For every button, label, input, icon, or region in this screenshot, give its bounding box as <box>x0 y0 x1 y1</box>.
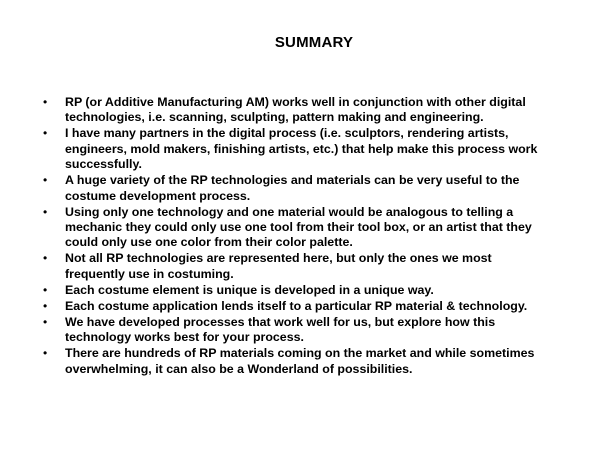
bullet-icon: • <box>43 251 48 266</box>
bullet-icon: • <box>43 95 48 109</box>
bullet-icon: • <box>43 314 48 329</box>
bullet-item <box>43 173 543 204</box>
bullet-icon: • <box>43 126 48 141</box>
bullet-item <box>43 95 543 126</box>
bullet-text: Each costume application lends itself to a particular RP material & technology. <box>65 298 528 313</box>
bullet-item <box>43 299 543 314</box>
bullet-item <box>43 126 543 172</box>
bullet-icon: • <box>43 282 48 297</box>
bullet-item <box>43 315 543 346</box>
bullet-item <box>43 283 543 298</box>
bullet-text: Each costume element is unique is developed in a unique way. <box>65 282 434 297</box>
bullet-text: There are hundreds of RP materials coming on the market and while sometimes overwhelming, it can also be a Wonderland of possibilities. <box>65 346 535 376</box>
bullet-icon: • <box>43 346 48 361</box>
bullet-text: Not all RP technologies are represented here, but only the ones we most frequently use in costuming. <box>65 251 492 281</box>
bullet-list <box>43 95 543 378</box>
bullet-text: I have many partners in the digital process (i.e. sculptors, rendering artists, engineers, mold makers, finishing artists, etc.) that help make this process work successfully. <box>65 126 538 172</box>
slide-title: SUMMARY <box>274 34 354 51</box>
bullet-text: Using only one technology and one material would be analogous to telling a mechanic they could only use one tool from their tool box, or an artist that they could only use one color from their color palette. <box>65 204 532 250</box>
bullet-item <box>43 205 543 251</box>
bullet-item <box>43 251 543 282</box>
bullet-text: A huge variety of the RP technologies and materials can be very useful to the costume development process. <box>65 173 520 203</box>
bullet-icon: • <box>43 298 48 313</box>
bullet-text: RP (or Additive Manufacturing AM) works well in conjunction with other digital technologies, i.e. scanning, sculpting, pattern making and engineering. <box>65 95 526 125</box>
bullet-icon: • <box>43 173 48 188</box>
bullet-item <box>43 346 543 377</box>
bullet-text: We have developed processes that work well for us, but explore how this technology works best for your process. <box>65 314 496 345</box>
bullet-icon: • <box>43 204 48 219</box>
